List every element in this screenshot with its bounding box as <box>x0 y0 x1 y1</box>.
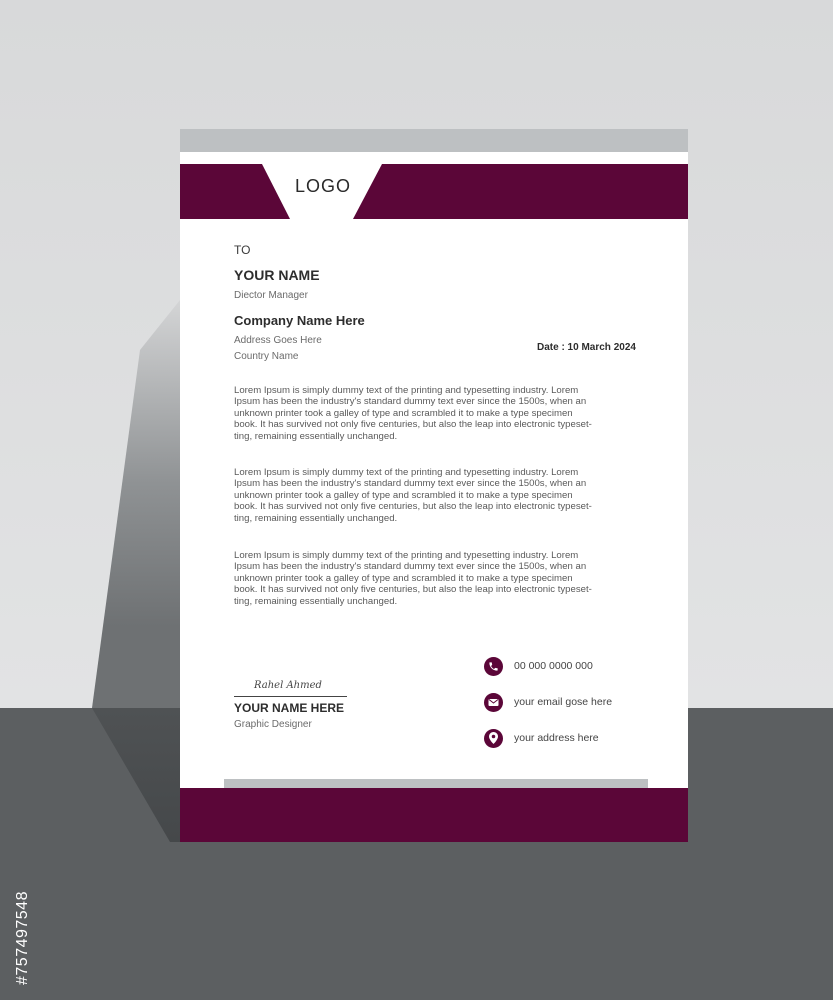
body-paragraph <box>234 550 674 607</box>
company-name: Company Name Here <box>234 313 365 328</box>
paragraph-line: Ipsum has been the industry's standard dummy text ever since the 1500s, when an <box>234 561 587 573</box>
paragraph-line: Lorem Ipsum is simply dummy text of the printing and typesetting industry. Lorem <box>234 550 579 561</box>
stock-id-text: #757497548 <box>14 891 31 985</box>
company-address: Address Goes Here <box>234 335 322 346</box>
letterhead-page <box>180 129 688 842</box>
paragraph-line: Lorem Ipsum is simply dummy text of the printing and typesetting industry. Lorem <box>234 467 579 478</box>
company-country: Country Name <box>234 351 299 362</box>
paragraph-line: Ipsum has been the industry's standard dummy text ever since the 1500s, when an <box>234 396 587 408</box>
body-paragraph <box>234 467 674 524</box>
signature-line <box>234 696 347 697</box>
paragraph-line: ting, remaining essentially unchanged. <box>234 512 398 524</box>
signer-title: Graphic Designer <box>234 719 312 730</box>
contact-text: your email gose here <box>514 696 613 708</box>
recipient-role: Diector Manager <box>234 290 308 301</box>
logo-text: LOGO <box>294 176 351 196</box>
paragraph-line: Lorem Ipsum is simply dummy text of the printing and typesetting industry. Lorem <box>234 385 579 396</box>
location-pin-icon <box>484 729 503 748</box>
footer-band <box>180 788 688 842</box>
signature-script: Rahel Ahmed <box>254 680 322 691</box>
paragraph-line: book. It has survived not only five centuries, but also the leap into electronic typeset- <box>234 584 592 596</box>
paragraph-line: ting, remaining essentially unchanged. <box>234 595 398 607</box>
letter-date: Date : 10 March 2024 <box>537 342 636 353</box>
stock-id-label <box>10 765 34 985</box>
paragraph-line: book. It has survived not only five centuries, but also the leap into electronic typeset- <box>234 419 592 431</box>
contact-text: 00 000 0000 000 <box>514 660 593 672</box>
footer-gray-bar <box>224 779 648 788</box>
contact-text: your address here <box>514 732 599 744</box>
to-label: TO <box>234 243 251 257</box>
paragraph-line: book. It has survived not only five centuries, but also the leap into electronic typeset- <box>234 501 592 513</box>
paragraph-line: Ipsum has been the industry's standard dummy text ever since the 1500s, when an <box>234 478 587 490</box>
contact-email <box>484 692 612 712</box>
body-paragraph <box>234 385 674 442</box>
phone-icon <box>484 657 503 676</box>
email-icon <box>484 693 503 712</box>
contact-phone <box>484 656 593 676</box>
paragraph-line: unknown printer took a galley of type and scrambled it to make a type specimen <box>234 489 573 501</box>
paragraph-line: unknown printer took a galley of type and scrambled it to make a type specimen <box>234 572 573 584</box>
contact-address <box>484 728 599 748</box>
header-band <box>180 129 688 219</box>
paragraph-line: unknown printer took a galley of type and scrambled it to make a type specimen <box>234 407 573 419</box>
paragraph-line: ting, remaining essentially unchanged. <box>234 430 398 442</box>
recipient-name: YOUR NAME <box>234 267 320 283</box>
signer-name: YOUR NAME HERE <box>234 701 345 715</box>
